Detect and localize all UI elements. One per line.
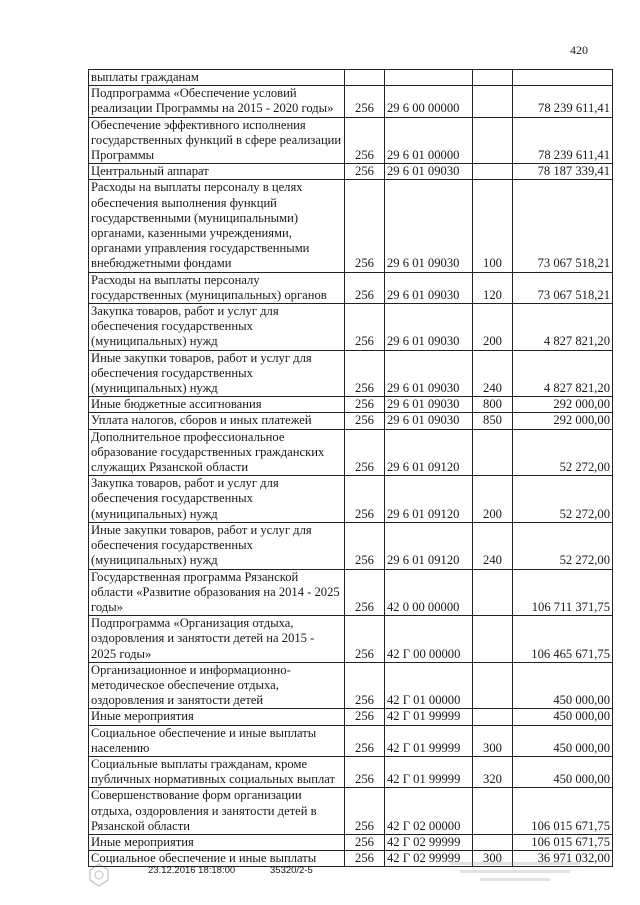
row-name-cell: Закупка товаров, работ и услуг для обеспечения государственных (муниципальных) нужд — [89, 304, 345, 351]
row-gr-cell: 256 — [345, 569, 385, 616]
table-row — [89, 788, 613, 835]
row-name-cell: Иные закупки товаров, работ и услуг для обеспечения государственных (муниципальных) нужд — [89, 350, 345, 397]
budget-table — [88, 69, 613, 867]
table-row — [89, 569, 613, 616]
row-gr-cell: 256 — [345, 834, 385, 850]
row-csr-cell: 29 6 01 09120 — [385, 476, 473, 523]
row-sum-cell: 78 239 611,41 — [513, 86, 613, 117]
row-gr-cell: 256 — [345, 709, 385, 725]
table-row — [89, 429, 613, 476]
row-sum-cell: 78 187 339,41 — [513, 164, 613, 180]
row-name-cell: Иные мероприятия — [89, 709, 345, 725]
row-name-cell: Подпрограмма «Организация отдыха, оздоровления и занятости детей на 2015 - 2025 годы» — [89, 616, 345, 663]
row-name-cell: Иные мероприятия — [89, 834, 345, 850]
row-name-cell: Иные бюджетные ассигнования — [89, 397, 345, 413]
row-vr-cell — [473, 117, 513, 164]
row-vr-cell: 300 — [473, 725, 513, 756]
row-name-cell: Социальное обеспечение и иные выплаты — [89, 851, 345, 867]
row-sum-cell: 292 000,00 — [513, 397, 613, 413]
row-name-cell: Обеспечение эффективного исполнения государственных функций в сфере реализации Программы — [89, 117, 345, 164]
table-row — [89, 397, 613, 413]
table-row — [89, 756, 613, 787]
table-row — [89, 272, 613, 303]
row-sum-cell: 106 015 671,75 — [513, 834, 613, 850]
footer-doc-number: 35320/2-5 — [270, 865, 313, 876]
row-csr-cell: 42 Г 01 99999 — [385, 709, 473, 725]
row-sum-cell: 292 000,00 — [513, 413, 613, 429]
row-vr-cell: 320 — [473, 756, 513, 787]
row-csr-cell: 42 Г 01 99999 — [385, 725, 473, 756]
row-vr-cell — [473, 834, 513, 850]
row-csr-cell — [385, 70, 473, 86]
row-vr-cell — [473, 788, 513, 835]
row-gr-cell: 256 — [345, 86, 385, 117]
row-csr-cell: 29 6 01 09120 — [385, 429, 473, 476]
row-name-cell: Социальное обеспечение и иные выплаты населению — [89, 725, 345, 756]
row-csr-cell: 29 6 01 09030 — [385, 304, 473, 351]
row-gr-cell: 256 — [345, 117, 385, 164]
table-row — [89, 413, 613, 429]
row-name-cell: Дополнительное профессиональное образование государственных гражданских служащих Рязанской области — [89, 429, 345, 476]
row-sum-cell: 73 067 518,21 — [513, 272, 613, 303]
row-sum-cell: 106 015 671,75 — [513, 788, 613, 835]
row-name-cell: Иные закупки товаров, работ и услуг для обеспечения государственных (муниципальных) нужд — [89, 522, 345, 569]
row-vr-cell — [473, 164, 513, 180]
table-row — [89, 180, 613, 272]
row-vr-cell: 300 — [473, 851, 513, 867]
footer-date: 23.12.2016 18:18:00 — [148, 865, 236, 876]
row-sum-cell: 4 827 821,20 — [513, 350, 613, 397]
row-csr-cell: 42 Г 01 00000 — [385, 662, 473, 709]
row-vr-cell: 120 — [473, 272, 513, 303]
row-name-cell: выплаты гражданам — [89, 70, 345, 86]
row-sum-cell: 450 000,00 — [513, 725, 613, 756]
department-watermark-stamp — [450, 858, 580, 886]
table-row — [89, 725, 613, 756]
row-vr-cell: 200 — [473, 304, 513, 351]
row-name-cell: Центральный аппарат — [89, 164, 345, 180]
registry-stamp-icon — [86, 862, 112, 888]
row-vr-cell: 240 — [473, 350, 513, 397]
table-row — [89, 709, 613, 725]
row-gr-cell: 256 — [345, 662, 385, 709]
row-sum-cell: 52 272,00 — [513, 429, 613, 476]
row-gr-cell: 256 — [345, 756, 385, 787]
row-sum-cell: 52 272,00 — [513, 522, 613, 569]
row-name-cell: Социальные выплаты гражданам, кроме публичных нормативных социальных выплат — [89, 756, 345, 787]
row-gr-cell: 256 — [345, 397, 385, 413]
row-sum-cell: 450 000,00 — [513, 662, 613, 709]
row-sum-cell: 106 465 671,75 — [513, 616, 613, 663]
row-vr-cell — [473, 86, 513, 117]
table-row — [89, 164, 613, 180]
row-sum-cell: 106 711 371,75 — [513, 569, 613, 616]
table-row — [89, 350, 613, 397]
table-row — [89, 304, 613, 351]
footer — [0, 862, 640, 892]
row-gr-cell: 256 — [345, 725, 385, 756]
row-csr-cell: 42 Г 00 00000 — [385, 616, 473, 663]
row-gr-cell: 256 — [345, 788, 385, 835]
row-sum-cell: 450 000,00 — [513, 756, 613, 787]
row-csr-cell: 29 6 00 00000 — [385, 86, 473, 117]
row-gr-cell: 256 — [345, 272, 385, 303]
row-vr-cell: 100 — [473, 180, 513, 272]
row-gr-cell: 256 — [345, 350, 385, 397]
row-vr-cell — [473, 662, 513, 709]
row-vr-cell — [473, 709, 513, 725]
row-csr-cell: 42 0 00 00000 — [385, 569, 473, 616]
row-name-cell: Уплата налогов, сборов и иных платежей — [89, 413, 345, 429]
row-csr-cell: 29 6 01 09030 — [385, 397, 473, 413]
row-csr-cell: 29 6 01 09030 — [385, 180, 473, 272]
row-gr-cell: 256 — [345, 413, 385, 429]
row-vr-cell: 800 — [473, 397, 513, 413]
row-vr-cell: 240 — [473, 522, 513, 569]
row-name-cell: Совершенствование форм организации отдыха, оздоровления и занятости детей в Рязанской области — [89, 788, 345, 835]
row-sum-cell: 78 239 611,41 — [513, 117, 613, 164]
row-name-cell: Подпрограмма «Обеспечение условий реализации Программы на 2015 - 2020 годы» — [89, 86, 345, 117]
row-vr-cell: 850 — [473, 413, 513, 429]
row-csr-cell: 42 Г 02 00000 — [385, 788, 473, 835]
row-csr-cell: 29 6 01 09030 — [385, 413, 473, 429]
budget-table-body — [89, 70, 613, 867]
row-csr-cell: 42 Г 01 99999 — [385, 756, 473, 787]
row-vr-cell — [473, 569, 513, 616]
row-csr-cell: 29 6 01 00000 — [385, 117, 473, 164]
row-name-cell: Закупка товаров, работ и услуг для обеспечения государственных (муниципальных) нужд — [89, 476, 345, 523]
row-gr-cell: 256 — [345, 180, 385, 272]
row-vr-cell — [473, 70, 513, 86]
row-sum-cell: 52 272,00 — [513, 476, 613, 523]
row-vr-cell — [473, 616, 513, 663]
row-csr-cell: 29 6 01 09030 — [385, 350, 473, 397]
row-name-cell: Расходы на выплаты персоналу в целях обеспечения выполнения функций государственными (муниципальными) органами, казенными учреждениями, органами управления государственными внебюджетными фондами — [89, 180, 345, 272]
row-vr-cell — [473, 429, 513, 476]
table-row — [89, 70, 613, 86]
row-gr-cell: 256 — [345, 522, 385, 569]
page-number: 420 — [570, 43, 588, 57]
row-sum-cell — [513, 70, 613, 86]
table-row — [89, 86, 613, 117]
row-csr-cell: 29 6 01 09030 — [385, 272, 473, 303]
row-gr-cell: 256 — [345, 851, 385, 867]
table-row — [89, 522, 613, 569]
row-gr-cell — [345, 70, 385, 86]
row-vr-cell: 200 — [473, 476, 513, 523]
table-row — [89, 117, 613, 164]
table-row — [89, 662, 613, 709]
row-csr-cell: 42 Г 02 99999 — [385, 834, 473, 850]
row-name-cell: Государственная программа Рязанской области «Развитие образования на 2014 - 2025 годы» — [89, 569, 345, 616]
row-gr-cell: 256 — [345, 164, 385, 180]
row-csr-cell: 42 Г 02 99999 — [385, 851, 473, 867]
row-sum-cell: 4 827 821,20 — [513, 304, 613, 351]
row-sum-cell: 450 000,00 — [513, 709, 613, 725]
row-csr-cell: 29 6 01 09030 — [385, 164, 473, 180]
row-name-cell: Расходы на выплаты персоналу государственных (муниципальных) органов — [89, 272, 345, 303]
row-gr-cell: 256 — [345, 429, 385, 476]
row-name-cell: Организационное и информационно-методическое обеспечение отдыха, оздоровления и занятости детей — [89, 662, 345, 709]
row-csr-cell: 29 6 01 09120 — [385, 522, 473, 569]
table-row — [89, 616, 613, 663]
row-sum-cell: 73 067 518,21 — [513, 180, 613, 272]
table-row — [89, 834, 613, 850]
row-sum-cell: 36 971 032,00 — [513, 851, 613, 867]
row-gr-cell: 256 — [345, 616, 385, 663]
table-row — [89, 476, 613, 523]
row-gr-cell: 256 — [345, 476, 385, 523]
row-gr-cell: 256 — [345, 304, 385, 351]
